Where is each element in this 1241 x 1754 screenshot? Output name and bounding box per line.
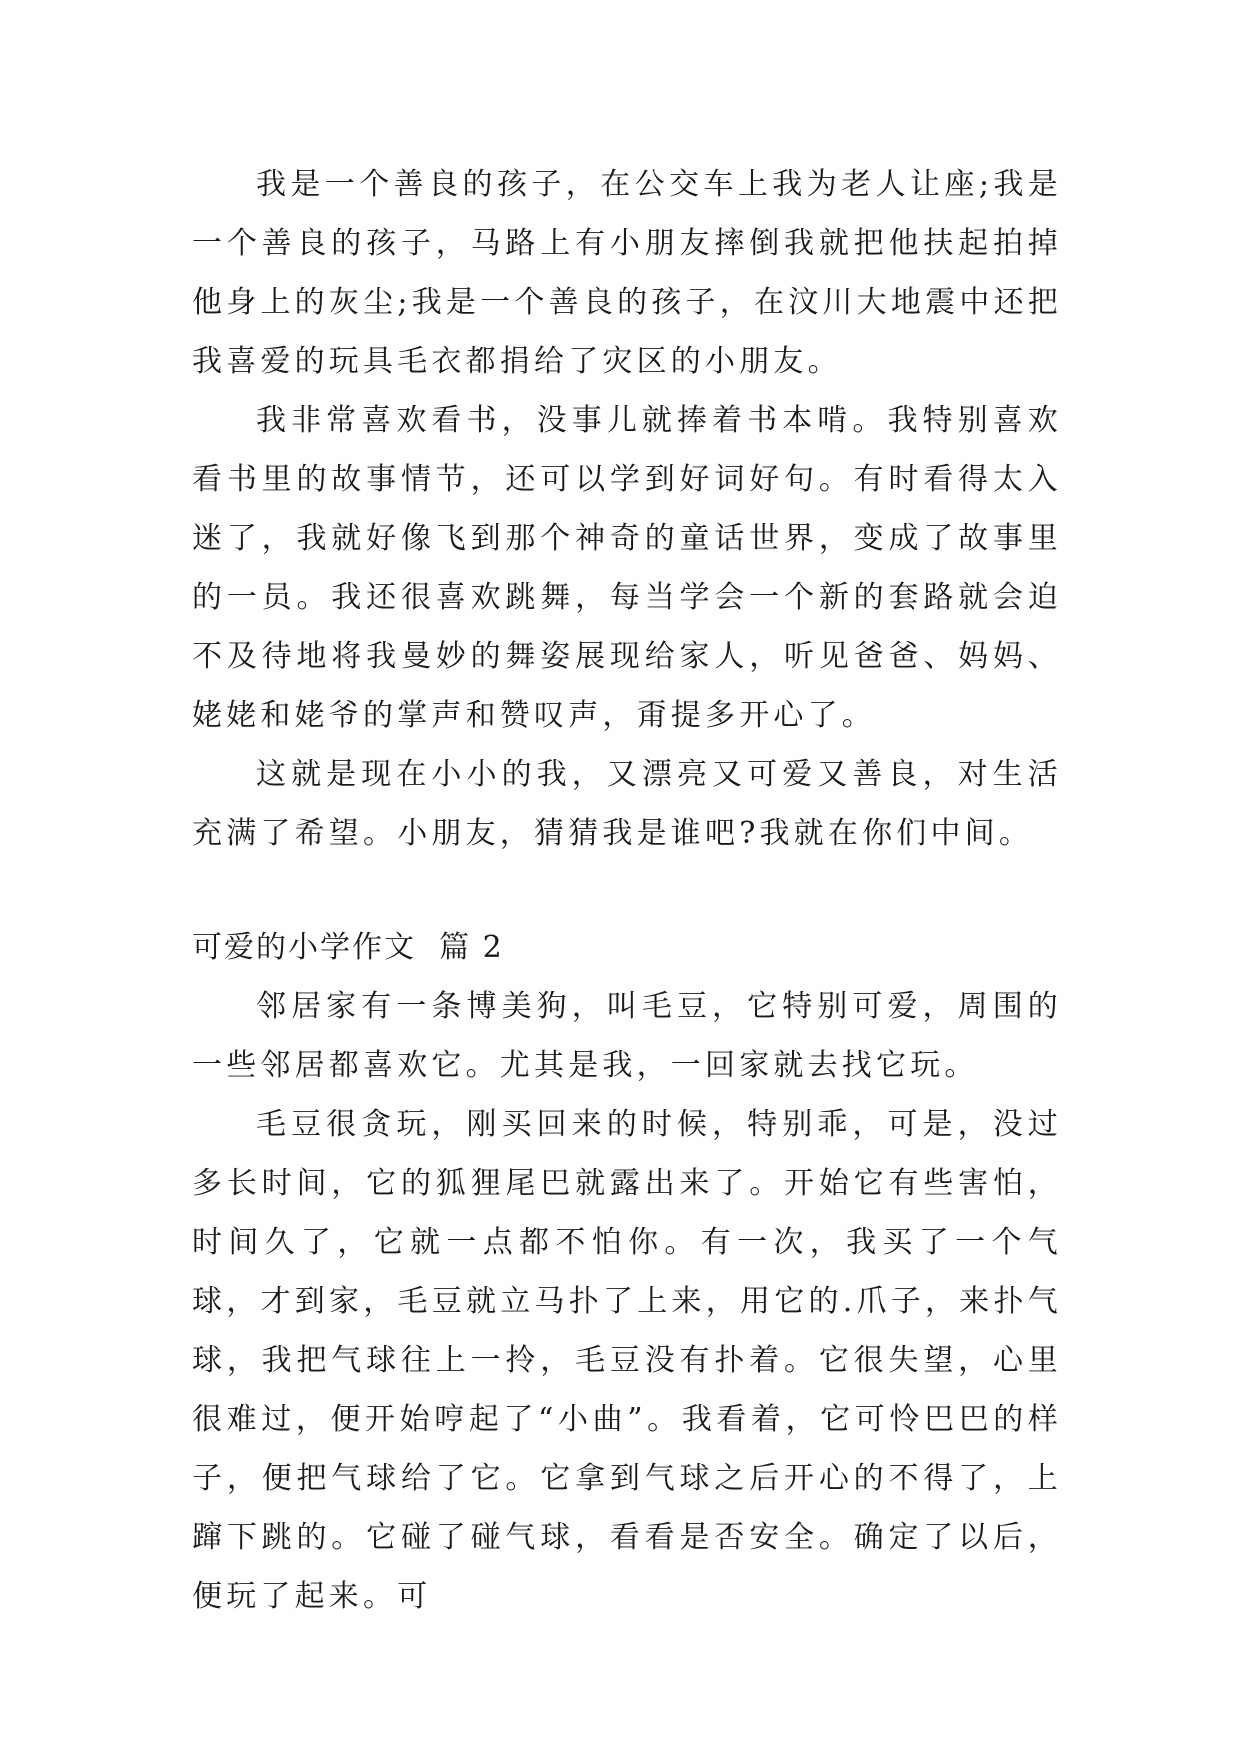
section-2-body — [192, 977, 1062, 1626]
paragraph-conclusion: 这就是现在小小的我，又漂亮又可爱又善良，对生活充满了希望。小朋友，猜猜我是谁吧?我就在你们中间。 — [192, 757, 1062, 851]
section-2-heading: 可爱的小学作文 篇 2 — [192, 930, 504, 965]
paragraph-dog-intro: 邻居家有一条博美狗，叫毛豆，它特别可爱，周围的一些邻居都喜欢它。尤其是我，一回家就去找它玩。 — [192, 989, 1062, 1083]
section-1-body — [192, 155, 1062, 863]
paragraph-kind-child: 我是一个善良的孩子，在公交车上我为老人让座;我是一个善良的孩子，马路上有小朋友摔倒我就把他扶起拍掉他身上的灰尘;我是一个善良的孩子，在汶川大地震中还把我喜爱的玩具毛衣都捐给了灾区的小朋友。 — [192, 167, 1062, 379]
paragraph-hobbies: 我非常喜欢看书，没事儿就捧着书本啃。我特别喜欢看书里的故事情节，还可以学到好词好句。有时看得太入迷了，我就好像飞到那个神奇的童话世界，变成了故事里的一员。我还很喜欢跳舞，每当学会一个新的套路就会迫不及待地将我曼妙的舞姿展现给家人，听见爸爸、妈妈、姥姥和姥爷的掌声和赞叹声，甭提多开心了。 — [192, 403, 1062, 733]
paragraph-dog-balloon: 毛豆很贪玩，刚买回来的时候，特别乖，可是，没过多长时间，它的狐狸尾巴就露出来了。开始它有些害怕，时间久了，它就一点都不怕你。有一次，我买了一个气球，才到家，毛豆就立马扑了上来，用它的.爪子，来扑气球，我把气球往上一拎，毛豆没有扑着。它很失望，心里很难过，便开始哼起了“小曲”。我看着，它可怜巴巴的样子，便把气球给了它。它拿到气球之后开心的不得了，上蹿下跳的。它碰了碰气球，看看是否安全。确定了以后，便玩了起来。可 — [192, 1107, 1062, 1614]
